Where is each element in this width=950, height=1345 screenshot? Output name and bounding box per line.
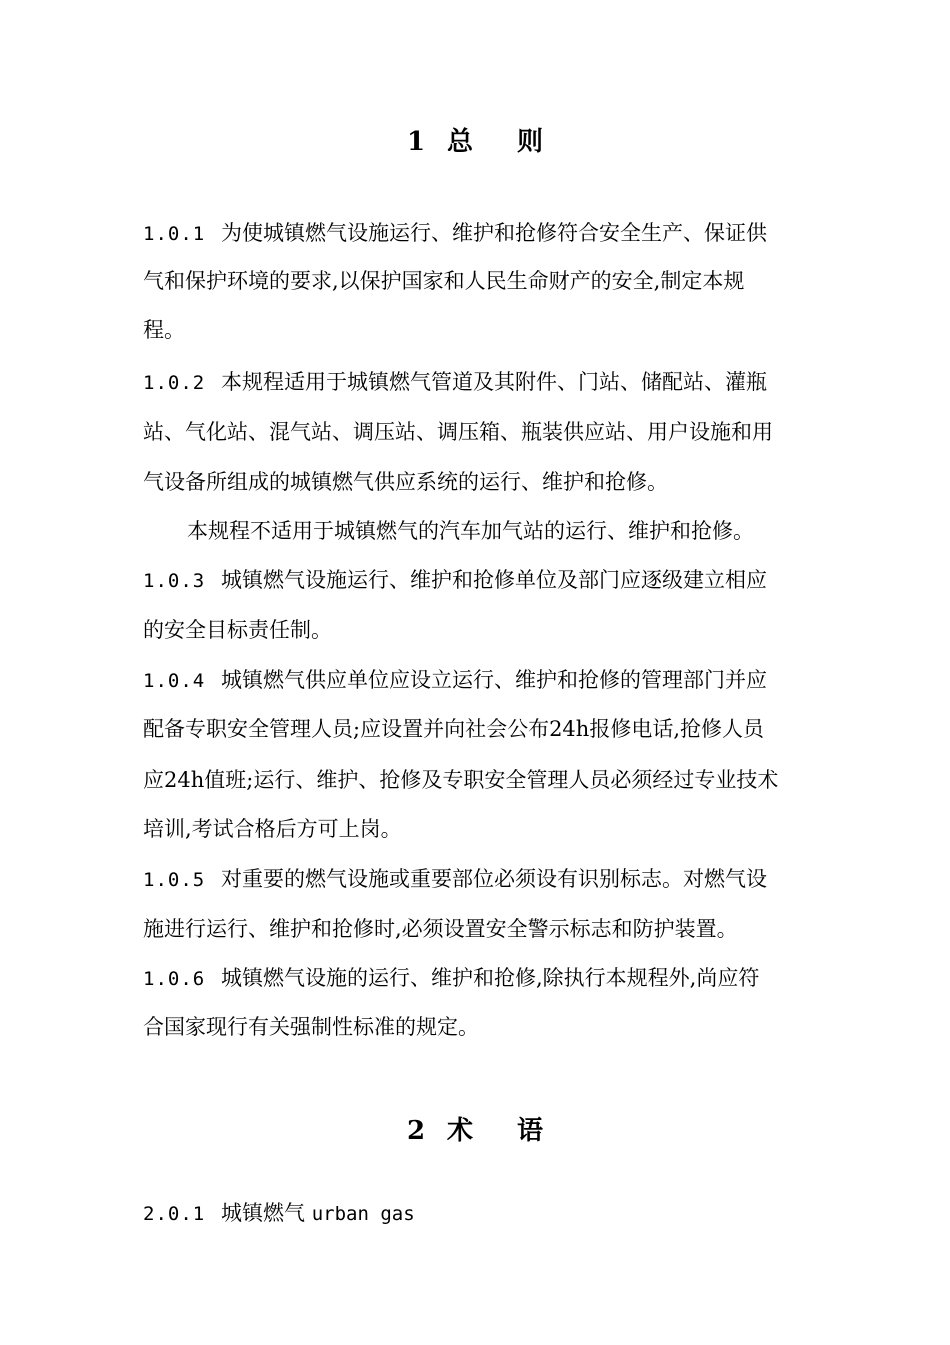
term-line: [143, 1200, 823, 1227]
clause-line: [143, 317, 823, 343]
chapter-number: 2: [406, 1116, 426, 1146]
chapter-title-char: 术: [446, 1116, 473, 1146]
chapter-title-char: 语: [516, 1116, 543, 1146]
clause-text: 对重要的燃气设施或重要部位必须设有识别标志。对燃气设: [221, 867, 767, 891]
clause-line: [143, 767, 823, 793]
clause-number: 1.0.3: [143, 570, 206, 592]
clause-number: 1.0.2: [143, 372, 206, 394]
clause-text: 本规程不适用于城镇燃气的汽车加气站的运行、维护和抢修。: [187, 519, 754, 543]
clause-line: [143, 1014, 823, 1040]
clause-line: [143, 716, 823, 742]
chapter-2-heading: [0, 1116, 950, 1146]
clause-text: 程。: [143, 318, 185, 342]
chapter-number: 1: [406, 127, 426, 157]
clause-line: [143, 268, 823, 294]
clause-line: [143, 816, 823, 842]
chapter-title-char: 则: [516, 127, 543, 157]
chapter-title-char: 总: [446, 127, 473, 157]
clause-text: 培训,考试合格后方可上岗。: [143, 817, 402, 841]
clause-text: 合国家现行有关强制性标准的规定。: [143, 1015, 479, 1039]
clause-text: 为使城镇燃气设施运行、维护和抢修符合安全生产、保证供: [221, 221, 767, 245]
clause-text: 城镇燃气设施的运行、维护和抢修,除执行本规程外,尚应符: [221, 966, 760, 990]
clause-number: 1.0.1: [143, 223, 206, 245]
clause-line: [143, 419, 823, 445]
clause-number: 1.0.4: [143, 670, 206, 692]
clause-text: 配备专职安全管理人员;应设置并向社会公布24h报修电话,抢修人员: [143, 717, 764, 741]
clause-number: 1.0.6: [143, 968, 206, 990]
clause-line: [143, 220, 823, 247]
clause-line: [143, 469, 823, 495]
clause-text: 本规程适用于城镇燃气管道及其附件、门站、储配站、灌瓶: [221, 370, 767, 394]
clause-number: 1.0.5: [143, 869, 206, 891]
chapter-1-heading: [0, 127, 950, 157]
clause-line: [143, 667, 823, 694]
clause-paragraph: [187, 518, 867, 544]
clause-text: 气设备所组成的城镇燃气供应系统的运行、维护和抢修。: [143, 470, 668, 494]
clause-text: 城镇燃气设施运行、维护和抢修单位及部门应逐级建立相应: [221, 568, 767, 592]
clause-line: [143, 866, 823, 893]
clause-text: 城镇燃气供应单位应设立运行、维护和抢修的管理部门并应: [221, 668, 767, 692]
clause-text: 气和保护环境的要求,以保护国家和人民生命财产的安全,制定本规: [143, 269, 745, 293]
term-chinese: 城镇燃气: [221, 1201, 305, 1225]
clause-text: 站、气化站、混气站、调压站、调压箱、瓶装供应站、用户设施和用: [143, 420, 773, 444]
clause-line: [143, 617, 823, 643]
term-number: 2.0.1: [143, 1203, 206, 1225]
clause-text: 的安全目标责任制。: [143, 618, 332, 642]
clause-line: [143, 567, 823, 594]
clause-text: 施进行运行、维护和抢修时,必须设置安全警示标志和防护装置。: [143, 917, 738, 941]
clause-line: [143, 369, 823, 396]
clause-line: [143, 916, 823, 942]
clause-text: 应24h值班;运行、维护、抢修及专职安全管理人员必须经过专业技术: [143, 768, 779, 792]
term-english: urban gas: [311, 1203, 415, 1225]
clause-line: [143, 965, 823, 992]
